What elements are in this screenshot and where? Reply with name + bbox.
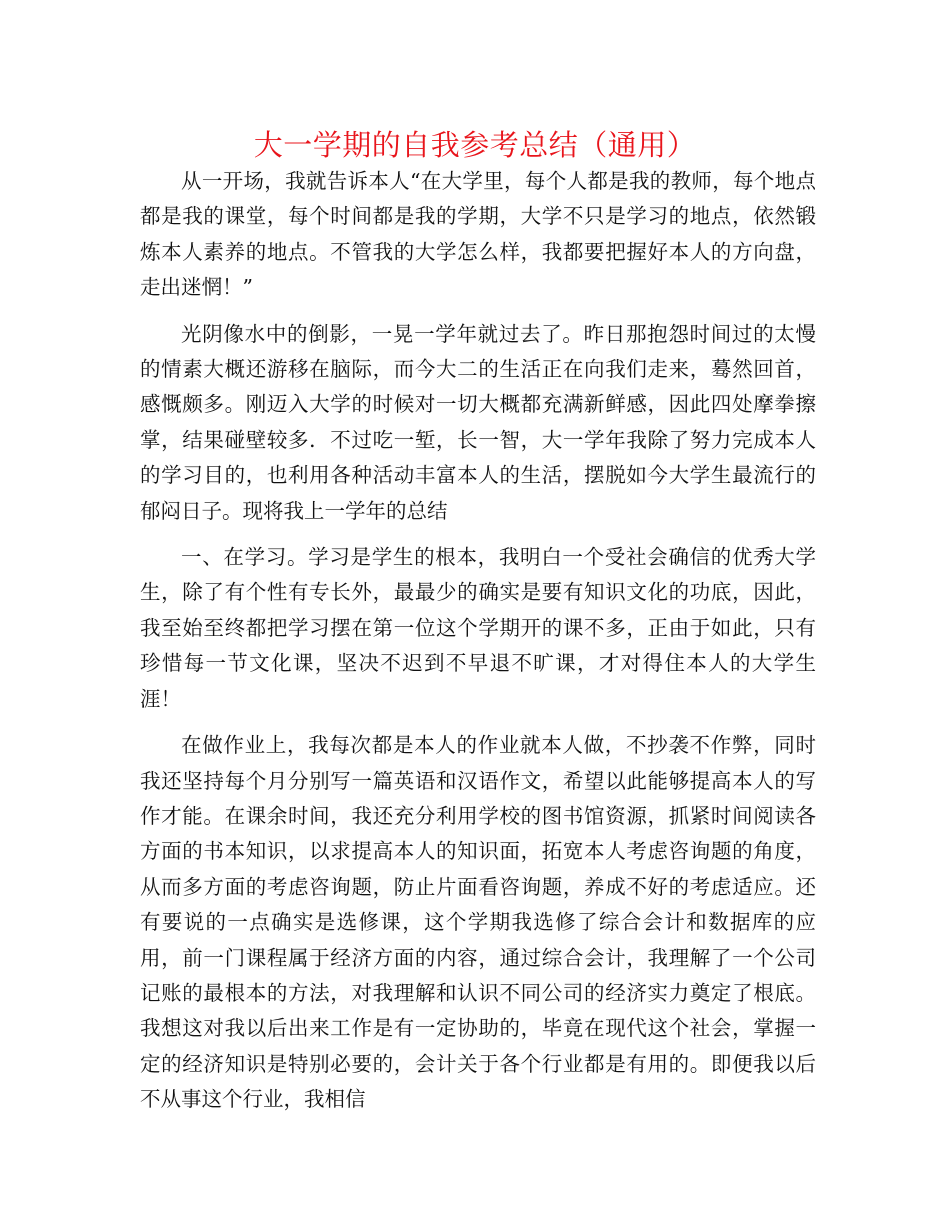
paragraph-study: 一、在学习。学习是学生的根本，我明白一个受社会确信的优秀大学生，除了有个性有专长外，最最少的确实是要有知识文化的功底，因此，我至始至终都把学习摆在第一位这个学期开的课不多，正由于如此，只有珍惜每一节文化课，坚决不迟到不早退不旷课，才对得住本人的大学生涯！: [140, 545, 816, 711]
paragraph-intro: 从一开场，我就告诉本人“在大学里，每个人都是我的教师，每个地点都是我的课堂，每个时间都是我的学期，大学不只是学习的地点，依然锻炼本人素养的地点。不管我的大学怎么样，我都要把握好本人的方向盘，走出迷惘！”: [140, 169, 816, 300]
document-title: 大一学期的自我参考总结（通用）: [253, 128, 697, 162]
paragraph-time-passes: 光阴像水中的倒影，一晃一学年就过去了。昨日那抱怨时间过的太慢的情素大概还游移在脑际，而今大二的生活正在向我们走来，蓦然回首，感慨颇多。刚迈入大学的时候对一切大概都充满新鲜感，因此四处摩拳擦掌，结果碰壁较多．不过吃一堑，长一智，大一学年我除了努力完成本人的学习目的，也利用各种活动丰富本人的生活，摆脱如今大学生最流行的郁闷日子。现将我上一学年的总结: [140, 321, 816, 523]
paragraph-homework: 在做作业上，我每次都是本人的作业就本人做，不抄袭不作弊，同时我还坚持每个月分别写一篇英语和汉语作文，希望以此能够提高本人的写作才能。在课余时间，我还充分利用学校的图书馆资源，抓紧时间阅读各方面的书本知识，以求提高本人的知识面，拓宽本人考虑咨询题的角度，从而多方面的考虑咨询题，防止片面看咨询题，养成不好的考虑适应。还有要说的一点确实是选修课，这个学期我选修了综合会计和数据库的应用，前一门课程属于经济方面的内容，通过综合会计，我理解了一个公司记账的最根本的方法，对我理解和认识不同公司的经济实力奠定了根底。我想这对我以后出来工作是有一定协助的，毕竟在现代这个社会，掌握一定的经济知识是特别必要的，会计关于各个行业都是有用的。即便我以后不从事这个行业，我相信: [140, 733, 816, 1112]
document-body: [140, 164, 816, 1118]
